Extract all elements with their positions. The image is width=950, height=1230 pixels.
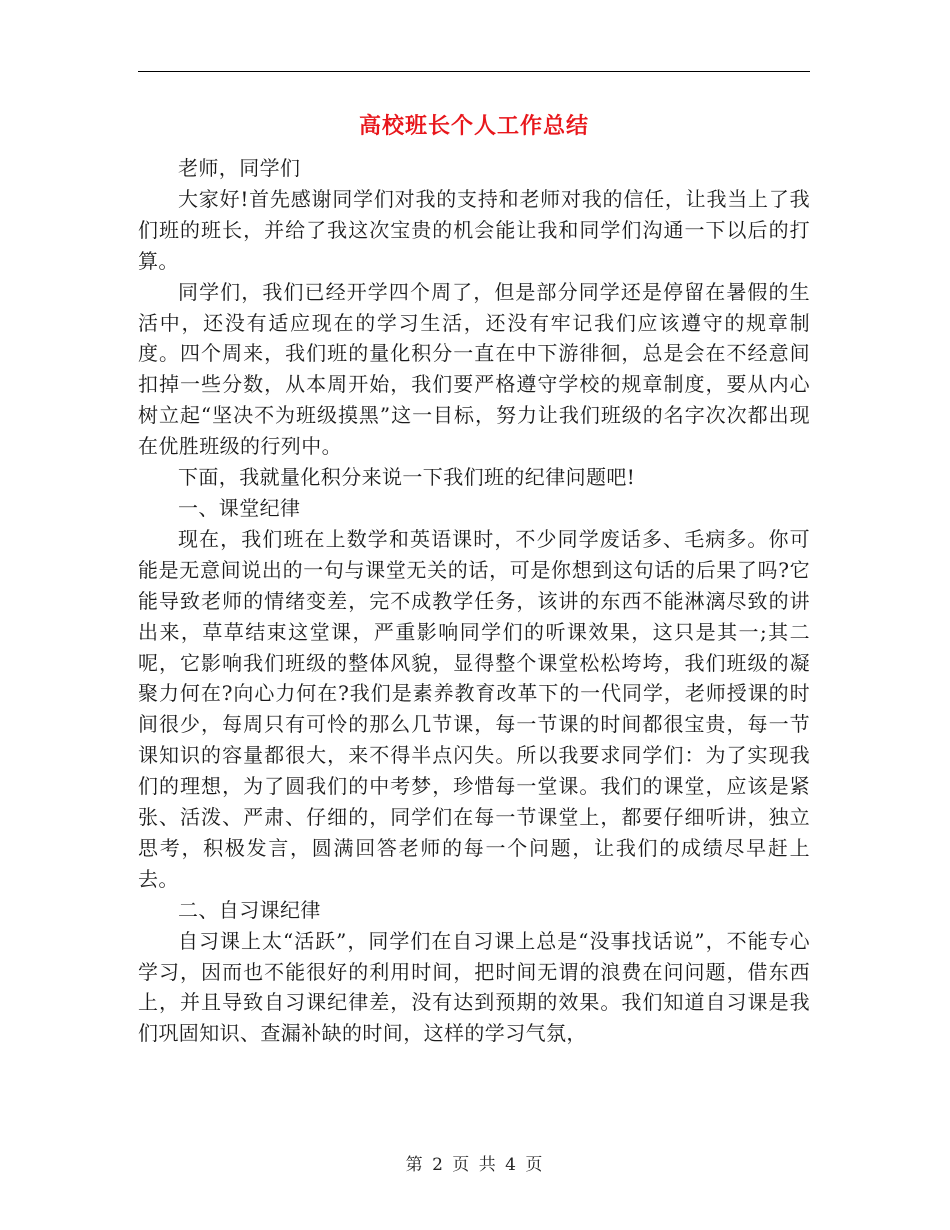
section-heading: 二、自习课纪律 [178,897,321,922]
paragraph: 同学们，我们已经开学四个周了，但是部分同学还是停留在暑假的生活中，还没有适应现在的学习生活，还没有牢记我们应该遵守的规章制度。四个周来，我们班的量化积分一直在中下游徘徊，总是会在不经意间扣掉一些分数，从本周开始，我们要严格遵守学校的规章制度，要从内心树立起“坚决不为班级摸黑”这一目标，努力让我们班级的名字次次都出现在优胜班级的行列中。 [138,279,810,459]
salutation: 老师，同学们 [178,156,301,180]
document-body [138,153,810,1049]
paragraph: 大家好!首先感谢同学们对我的支持和老师对我的信任，让我当上了我们班的班长，并给了我这次宝贵的机会能让我和同学们沟通一下以后的打算。 [138,186,810,273]
paragraph: 下面，我就量化积分来说一下我们班的纪律问题吧! [178,465,636,490]
document-title: 高校班长个人工作总结 [358,113,589,139]
paragraph: 现在，我们班在上数学和英语课时，不少同学废话多、毛病多。你可能是无意间说出的一句与课堂无关的话，可是你想到这句话的后果了吗?它能导致老师的情绪变差，完不成教学任务，该讲的东西不能淋漓尽致的讲出来，草草结束这堂课，严重影响同学们的听课效果，这只是其一;其二呢，它影响我们班级的整体风貌，显得整个课堂松松垮垮，我们班级的凝聚力何在?向心力何在?我们是素养教育改革下的一代同学，老师授课的时间很少，每周只有可怜的那么几节课，每一节课的时间都很宝贵，每一节课知识的容量都很大，来不得半点闪失。所以我要求同学们：为了实现我们的理想，为了圆我们的中考梦，珍惜每一堂课。我们的课堂，应该是紧张、活泼、严肃、仔细的，同学们在每一节课堂上，都要仔细听讲，独立思考，积极发言，圆满回答老师的每一个问题，让我们的成绩尽早赶上去。 [138,526,810,891]
page-footer: 第 2 页 共 4 页 [405,1155,545,1175]
header-rule [138,71,810,72]
paragraph: 自习课上太“活跃”，同学们在自习课上总是“没事找话说”，不能专心学习，因而也不能很好的利用时间，把时间无谓的浪费在问问题，借东西上，并且导致自习课纪律差，没有达到预期的效果。我们知道自习课是我们巩固知识、查漏补缺的时间，这样的学习气氛， [138,928,810,1046]
section-heading: 一、课堂纪律 [178,495,301,520]
